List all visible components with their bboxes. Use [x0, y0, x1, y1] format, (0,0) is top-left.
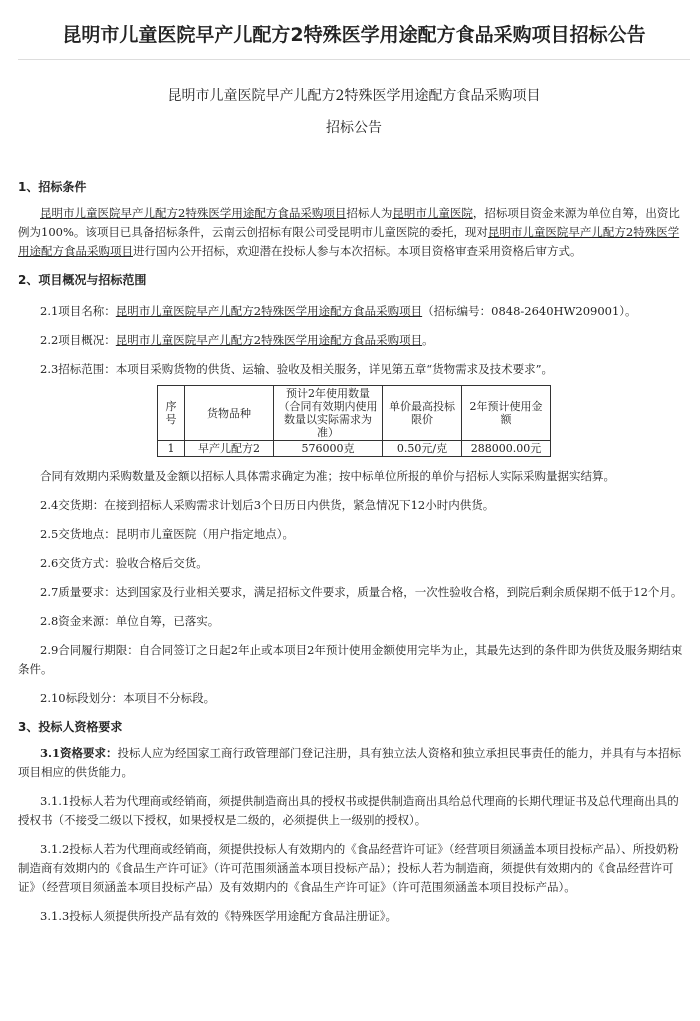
section-heading-qualifications: 3、投标人资格要求 — [18, 720, 123, 734]
title-divider — [18, 59, 690, 60]
item-3-1-2-licenses: 3.1.2投标人若为代理商或经销商，须提供投标人有效期内的《食品经营许可证》（经营项目须涵盖本项目投标产品）、所投奶粉制造商有效期内的《食品生产许可证》（许可范围须涵盖本项目投标产品）；投标人若为制造商，须提供有效期内的《食品经营许可证》（经营项目须涵盖本项目投标产品）及有效期内的《食品生产许可证》（许可范围须涵盖本项目投标产品）。 — [18, 842, 679, 894]
table-header: 2年预计使用金额 — [462, 386, 551, 441]
table-cell: 576000克 — [274, 441, 383, 457]
table-header: 序号 — [158, 386, 185, 441]
item-2-7-quality: 2.7质量要求：达到国家及行业相关要求，满足招标文件要求，质量合格，一次性验收合格，到院后剩余质保期不低于12个月。 — [40, 585, 683, 599]
document-subtitle: 招标公告 — [326, 120, 382, 136]
table-cell: 0.50元/克 — [383, 441, 462, 457]
table-header: 单价最高投标限价 — [383, 386, 462, 441]
table-row — [158, 441, 551, 457]
table-header: 货物品种 — [185, 386, 274, 441]
page-title: 昆明市儿童医院早产儿配方2特殊医学用途配方食品采购项目招标公告 — [62, 24, 646, 46]
item-3-1-3-registration: 3.1.3投标人须提供所投产品有效的《特殊医学用途配方食品注册证》。 — [40, 909, 398, 923]
table-header: 预计2年使用数量（合同有效期内使用数量以实际需求为准） — [274, 386, 383, 441]
item-2-3-scope: 2.3招标范围：本项目采购货物的供货、运输、验收及相关服务，详见第五章“货物需求及技术要求”。 — [40, 362, 554, 376]
goods-table — [157, 385, 551, 457]
tender-conditions-paragraph: 昆明市儿童医院早产儿配方2特殊医学用途配方食品采购项目招标人为昆明市儿童医院，招标项目资金来源为单位自筹，出资比例为100%。该项目已具备招标条件，云南云创招标有限公司受昆明市儿童医院的委托，现对昆明市儿童医院早产儿配方2特殊医学用途配方食品采购项目进行国内公开招标，欢迎潜在投标人参与本次招标。本项目资格审查采用资格后审方式。 — [18, 206, 680, 258]
item-2-5-delivery-place: 2.5交货地点：昆明市儿童医院（用户指定地点）。 — [40, 527, 295, 541]
tenderer-link: 昆明市儿童医院 — [392, 206, 473, 220]
item-3-1-1-authorization: 3.1.1投标人若为代理商或经销商，须提供制造商出具的授权书或提供制造商出具给总代理商的长期代理证书及总代理商出具的授权书（不接受二级以下授权，如果授权是二级的，必须提供上一级别的授权）。 — [18, 794, 679, 827]
item-2-6-delivery-method: 2.6交货方式：验收合格后交货。 — [40, 556, 208, 570]
table-cell: 早产儿配方2 — [185, 441, 274, 457]
project-name-link: 昆明市儿童医院早产儿配方2特殊医学用途配方食品采购项目 — [40, 206, 347, 220]
section-heading-conditions: 1、招标条件 — [18, 180, 87, 194]
table-cell: 288000.00元 — [462, 441, 551, 457]
item-2-10-lots: 2.10标段划分：本项目不分标段。 — [40, 691, 216, 705]
item-2-1-project-name: 2.1项目名称：昆明市儿童医院早产儿配方2特殊医学用途配方食品采购项目（招标编号：0848-2640HW209001）。 — [40, 304, 637, 318]
table-note: 合同有效期内采购数量及金额以招标人具体需求确定为准；按中标单位所报的单价与招标人实际采购量据实结算。 — [40, 469, 615, 483]
item-2-2-project-overview: 2.2项目概况：昆明市儿童医院早产儿配方2特殊医学用途配方食品采购项目。 — [40, 333, 434, 347]
item-3-1-qualification: 3.1资格要求：投标人应为经国家工商行政管理部门登记注册，具有独立法人资格和独立承担民事责任的能力，并具有与本招标项目相应的供货能力。 — [18, 746, 682, 779]
document-title: 昆明市儿童医院早产儿配方2特殊医学用途配方食品采购项目 — [167, 88, 541, 104]
table-header-row — [158, 386, 551, 441]
item-2-4-delivery-time: 2.4交货期：在接到招标人采购需求计划后3个日历日内供货，紧急情况下12小时内供货。 — [40, 498, 495, 512]
table-cell: 1 — [158, 441, 185, 457]
section-heading-overview: 2、项目概况与招标范围 — [18, 273, 147, 287]
project-name-link: 昆明市儿童医院早产儿配方2特殊医学用途配方食品采购项目 — [18, 225, 680, 258]
item-2-8-funding: 2.8资金来源：单位自筹，已落实。 — [40, 614, 220, 628]
item-2-9-contract-period: 2.9合同履行期限：自合同签订之日起2年止或本项目2年预计使用金额使用完毕为止，其最先达到的条件即为供货及服务期结束条件。 — [18, 643, 683, 676]
